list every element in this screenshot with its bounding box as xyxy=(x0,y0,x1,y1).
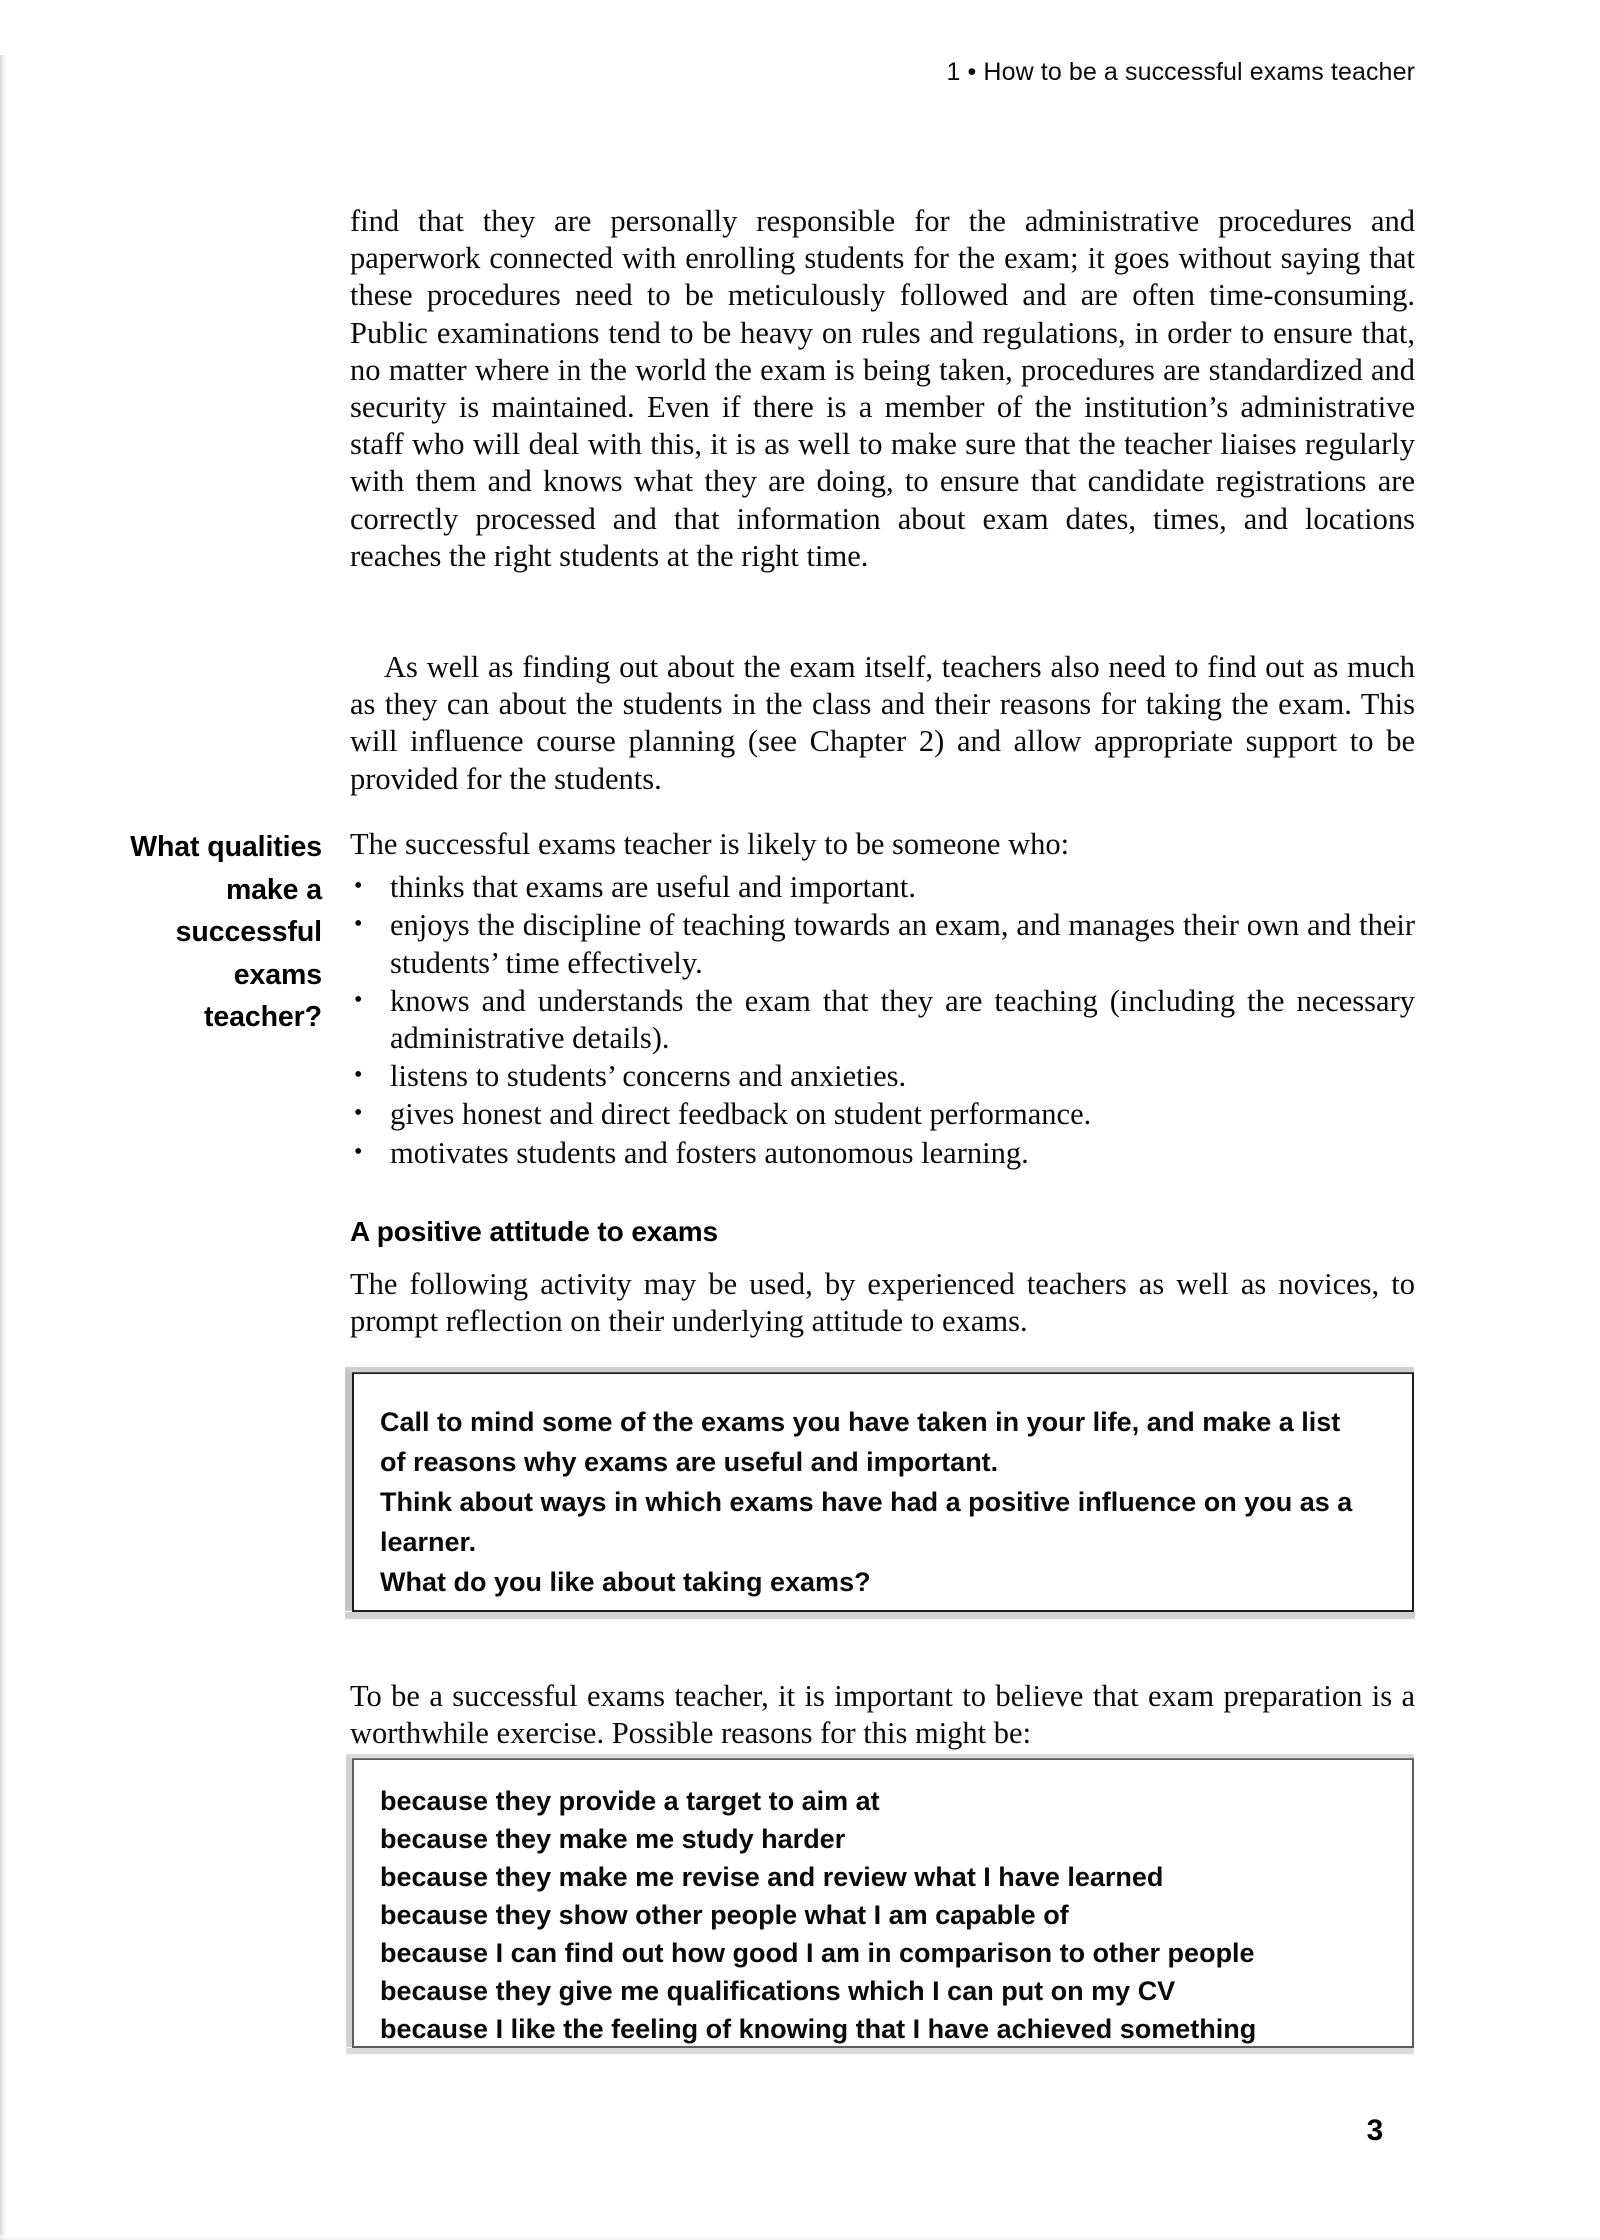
list-item xyxy=(350,1096,1415,1133)
activity-line: of reasons why exams are useful and important. xyxy=(380,1447,999,1477)
body-paragraph-4: To be a successful exams teacher, it is important to believe that exam preparation is a worthwhile exercise. Possible reasons for this might be: xyxy=(350,1679,1415,1751)
margin-heading-line: make a xyxy=(225,873,322,906)
activity-line: learner. xyxy=(380,1527,477,1557)
paragraph-block-two xyxy=(350,649,1415,798)
margin-heading xyxy=(40,826,322,1039)
scan-edge-bottom xyxy=(0,2235,1600,2240)
margin-heading-line: What qualities xyxy=(130,831,322,863)
margin-heading-line: teacher? xyxy=(203,1001,322,1033)
qualities-lead-in: The successful exams teacher is likely to be someone who: xyxy=(350,827,1070,861)
list-item-text: • knows and understands the exam that they are teaching (including the necessary administrative details). xyxy=(390,983,1415,1056)
qualities-bullet-list xyxy=(350,869,1415,1172)
list-item-text: • motivates students and fosters autonomous learning. xyxy=(390,1135,1029,1170)
body-paragraph-3: The following activity may be used, by experienced teachers as well as novices, to prompt reflection on their underlying attitude to exams. xyxy=(350,1267,1415,1339)
reason-line: because I can find out how good I am in comparison to other people xyxy=(380,1938,1255,1968)
activity-line: What do you like about taking exams? xyxy=(380,1567,871,1597)
margin-heading-line: successful xyxy=(175,916,322,948)
section-sub-heading: A positive attitude to exams xyxy=(350,1216,719,1247)
list-item-text: • gives honest and direct feedback on student performance. xyxy=(390,1097,1092,1132)
qualities-section xyxy=(350,826,1415,1173)
running-header: 1 • How to be a successful exams teacher xyxy=(946,58,1415,86)
scan-edge-left xyxy=(0,55,7,2240)
paragraph-block-one xyxy=(350,203,1415,575)
activity-box-reflection xyxy=(352,1372,1414,1612)
list-item-text: • listens to students’ concerns and anxieties. xyxy=(390,1059,907,1094)
list-item-text: • enjoys the discipline of teaching towards an exam, and manages their own and their students’ time effectively. xyxy=(390,908,1415,980)
reason-line: because they show other people what I am capable of xyxy=(380,1900,1069,1930)
activity-line: Think about ways in which exams have had a positive influence on you as a xyxy=(380,1487,1353,1517)
page-number: 3 xyxy=(1366,2114,1384,2147)
margin-heading-line: exams xyxy=(233,958,322,991)
activity-line: Call to mind some of the exams you have taken in your life, and make a list xyxy=(380,1407,1341,1437)
activity-box-content xyxy=(354,1374,1412,1628)
body-paragraph-2: As well as finding out about the exam itself, teachers also need to find out as much as they can about the students in the class and their reasons for taking the exam. This will influence course planning (see Chapter 2) and allow appropriate support to be provided for the students. xyxy=(350,650,1415,796)
reason-line: because they make me revise and review what I have learned xyxy=(380,1862,1164,1892)
list-item xyxy=(350,1135,1415,1172)
list-item xyxy=(350,983,1415,1057)
list-item xyxy=(350,907,1415,981)
paragraph-block-four xyxy=(350,1678,1415,1752)
reason-line: because they provide a target to aim at xyxy=(380,1786,880,1816)
reason-line: because they give me qualifications which I can put on my CV xyxy=(380,1976,1176,2006)
list-item-text: • thinks that exams are useful and important. xyxy=(390,870,916,905)
list-item xyxy=(350,1058,1415,1095)
activity-box-reasons xyxy=(352,1758,1414,2048)
body-paragraph-1: find that they are personally responsible for the administrative procedures and paperwork connected with enrolling students for the exam; it goes without saying that these procedures need to be meticulously followed and are often time-consuming. Public examinations tend to be heavy on rules and regulations, in order to ensure that, no matter where in the world the exam is being taken, procedures are standardized and security is maintained. Even if there is a member of the institution’s administrative staff who will deal with this, it is as well to make sure that the teacher liaises regularly with them and knows what they are doing, to ensure that candidate registrations are correctly processed and that information about exam dates, times, and locations reaches the right students at the right time. xyxy=(350,204,1415,573)
reason-line: because I like the feeling of knowing that I have achieved something xyxy=(380,2014,1257,2044)
paragraph-block-three xyxy=(350,1266,1415,1340)
list-item xyxy=(350,869,1415,906)
activity-box-content xyxy=(354,1760,1412,2074)
reason-line: because they make me study harder xyxy=(380,1824,846,1854)
